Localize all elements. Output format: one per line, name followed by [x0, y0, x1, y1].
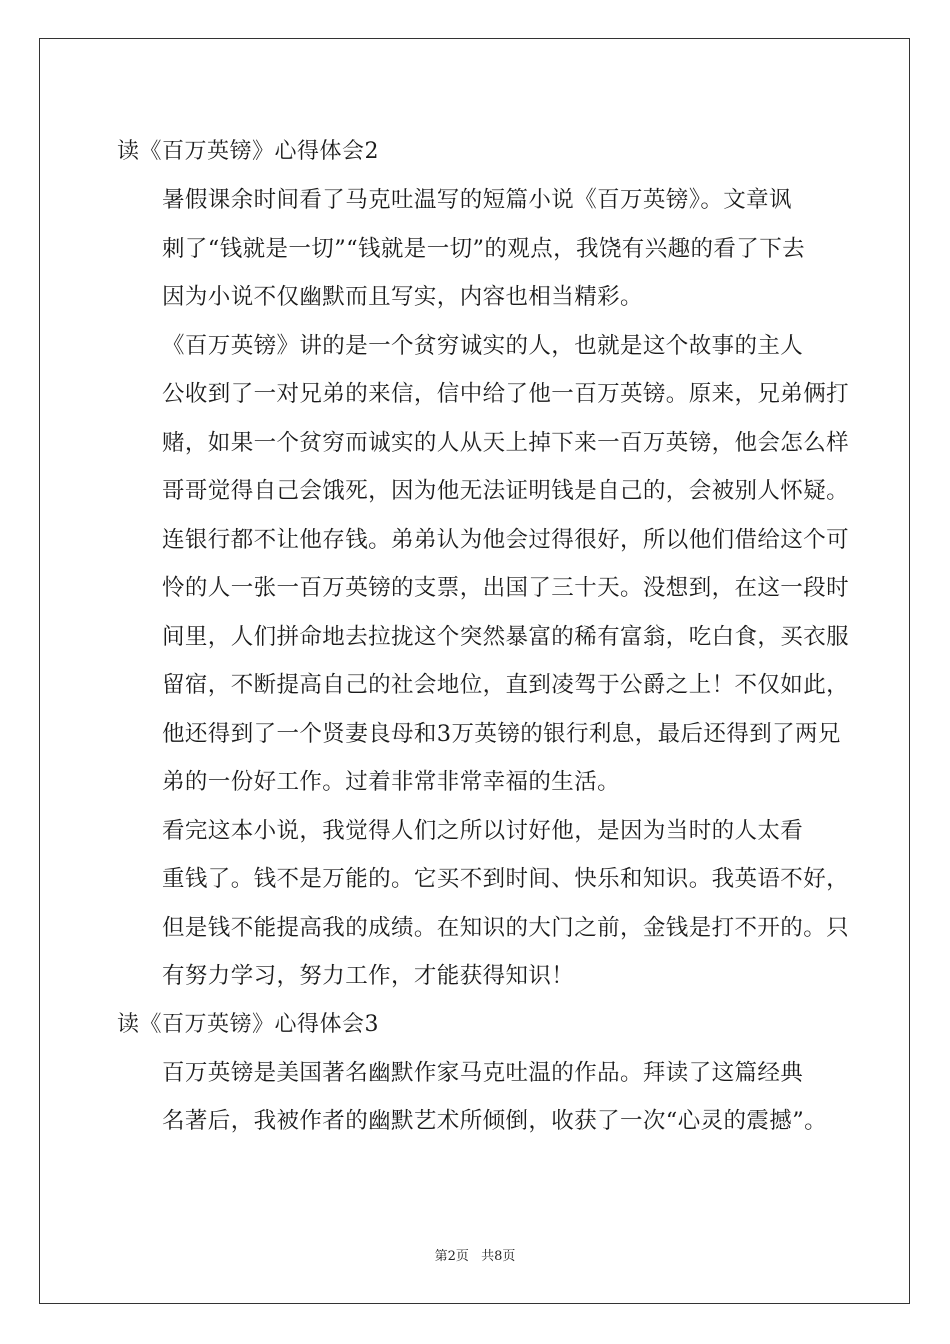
- text-line: 哥哥觉得自己会饿死，因为他无法证明钱是自己的，会被别人怀疑。: [162, 478, 850, 504]
- text-line: 怜的人一张一百万英镑的支票，出国了三十天。没想到，在这一段时: [162, 575, 850, 601]
- text-line: 但是钱不能提高我的成绩。在知识的大门之前，金钱是打不开的。只: [162, 914, 850, 941]
- section-heading: 读《百万英镑》心得体会3: [117, 1011, 379, 1037]
- text-line: 《百万英镑》讲的是一个贫穷诚实的人，也就是这个故事的主人: [162, 332, 804, 359]
- text-line: 看完这本小说，我觉得人们之所以讨好他，是因为当时的人太看: [162, 817, 804, 844]
- text-line: 百万英镑是美国著名幽默作家马克吐温的作品。拜读了这篇经典: [162, 1059, 804, 1086]
- text-line: 连银行都不让他存钱。弟弟认为他会过得很好，所以他们借给这个可: [162, 526, 850, 553]
- text-line: 赌，如果一个贫穷而诚实的人从天上掉下来一百万英镑，他会怎么样: [162, 429, 850, 456]
- text-line: 暑假课余时间看了马克吐温写的短篇小说《百万英镑》。文章讽: [162, 187, 792, 213]
- section-heading: 读《百万英镑》心得体会2: [117, 139, 379, 164]
- paragraph: [117, 1049, 837, 1146]
- text-line: 有努力学习，努力工作，才能获得知识！: [162, 963, 575, 989]
- text-line: 他还得到了一个贤妻良母和3万英镑的银行利息，最后还得到了两兄: [162, 720, 841, 747]
- document-body: [117, 128, 850, 1146]
- text-line: 名著后，我被作者的幽默艺术所倾倒，收获了一次“心灵的震撼”。: [162, 1108, 828, 1134]
- text-line: 因为小说不仅幽默而且写实，内容也相当精彩。: [162, 284, 643, 310]
- text-line: 重钱了。钱不是万能的。它买不到时间、快乐和知识。我英语不好，: [162, 866, 850, 892]
- paragraph: [117, 322, 850, 807]
- paragraph: [117, 176, 837, 322]
- text-line: 刺了“钱就是一切”“钱就是一切”的观点，我饶有兴趣的看了下去: [162, 235, 806, 262]
- page-total: 共8页: [481, 1249, 516, 1264]
- text-line: 留宿，不断提高自己的社会地位，直到凌驾于公爵之上！不仅如此，: [162, 672, 850, 698]
- text-line: 弟的一份好工作。过着非常非常幸福的生活。: [162, 769, 621, 795]
- paragraph: [117, 807, 850, 1001]
- text-line: 间里，人们拼命地去拉拢这个突然暴富的稀有富翁，吃白食，买衣服: [162, 623, 850, 650]
- page-number: 第2页: [434, 1249, 469, 1264]
- text-line: 公收到了一对兄弟的来信，信中给了他一百万英镑。原来，兄弟俩打: [162, 381, 850, 407]
- page-footer: [0, 1248, 950, 1266]
